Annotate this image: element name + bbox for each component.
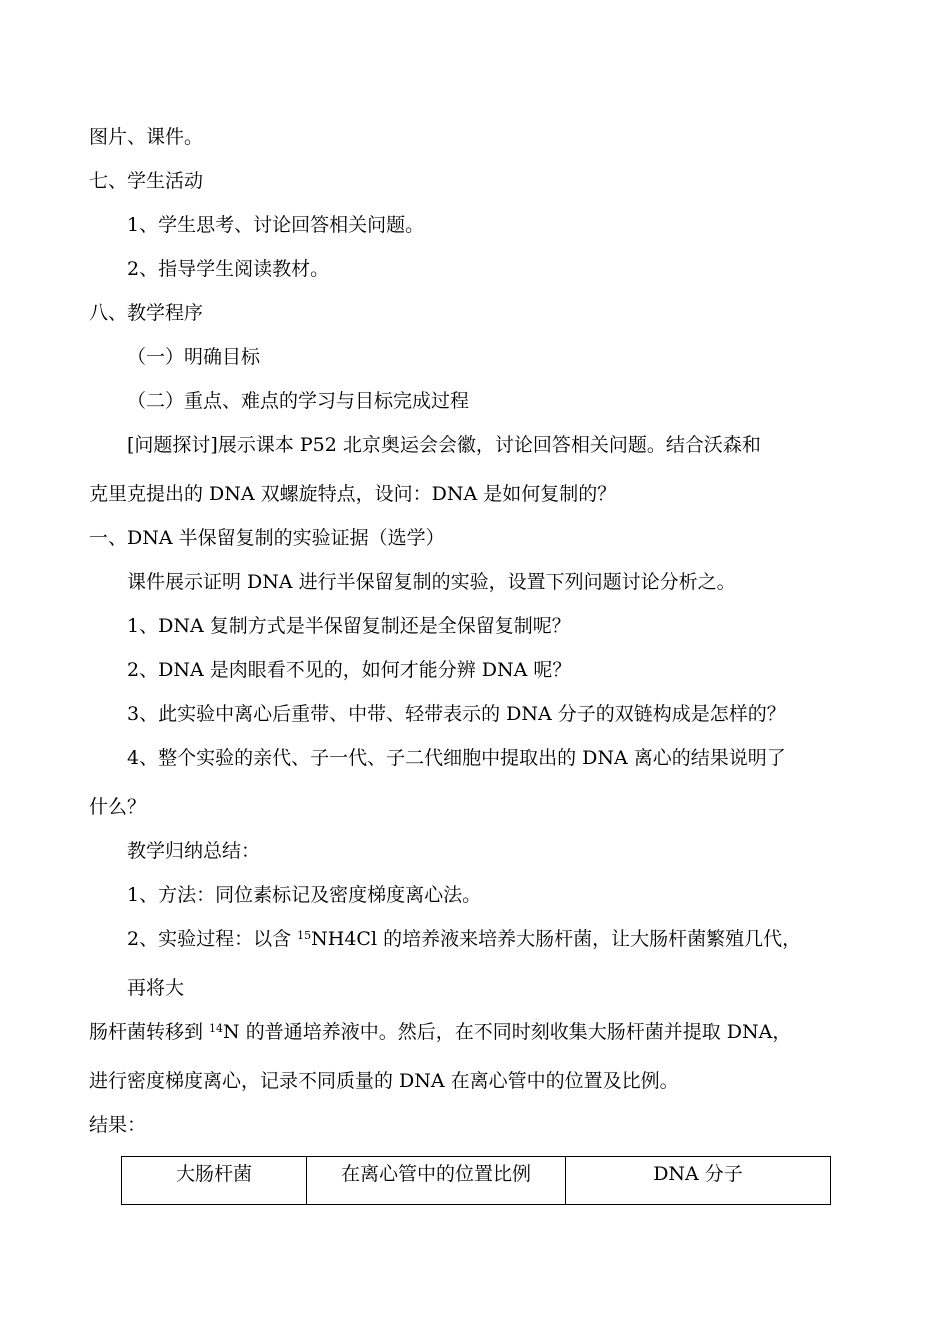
list-item: 3、此实验中离心后重带、中带、轻带表示的 DNA 分子的双链构成是怎样的？ bbox=[127, 703, 786, 725]
table-header-cell: 在离心管中的位置比例 bbox=[307, 1157, 566, 1205]
paragraph-line: 再将大 bbox=[127, 977, 185, 999]
paragraph-line: 结果： bbox=[89, 1114, 147, 1136]
table-header-cell: DNA 分子 bbox=[566, 1157, 831, 1205]
table-header-cell: 大肠杆菌 bbox=[122, 1157, 307, 1205]
list-item: 4、整个实验的亲代、子一代、子二代细胞中提取出的 DNA 离心的结果说明了 bbox=[127, 747, 786, 769]
list-item: 2、指导学生阅读教材。 bbox=[127, 258, 330, 280]
text-line: 图片、课件。 bbox=[89, 126, 204, 148]
table-header-row bbox=[122, 1157, 831, 1205]
subsection-heading: （一）明确目标 bbox=[127, 346, 261, 368]
section-heading: 八、教学程序 bbox=[89, 302, 204, 324]
result-table bbox=[121, 1156, 831, 1205]
section-heading: 七、学生活动 bbox=[89, 170, 204, 192]
text-span: NH4Cl 的培养液来培养大肠杆菌，让大肠杆菌繁殖几代， bbox=[311, 928, 802, 950]
list-item: 2、DNA 是肉眼看不见的，如何才能分辨 DNA 呢？ bbox=[127, 659, 572, 681]
text-span: 2、实验过程：以含 bbox=[127, 928, 298, 950]
paragraph-line: 课件展示证明 DNA 进行半保留复制的实验，设置下列问题讨论分析之。 bbox=[127, 571, 736, 593]
isotope-superscript: 14 bbox=[209, 1022, 224, 1035]
list-item: 1、方法：同位素标记及密度梯度离心法。 bbox=[127, 884, 482, 906]
subsection-heading: （二）重点、难点的学习与目标完成过程 bbox=[127, 390, 470, 412]
paragraph-line: 克里克提出的 DNA 双螺旋特点，设问：DNA 是如何复制的？ bbox=[89, 483, 617, 505]
paragraph-line: 进行密度梯度离心，记录不同质量的 DNA 在离心管中的位置及比例。 bbox=[89, 1070, 679, 1092]
paragraph-line: [问题探讨]展示课本 P52 北京奥运会会徽，讨论回答相关问题。结合沃森和 bbox=[127, 434, 761, 456]
list-item bbox=[127, 927, 801, 951]
isotope-superscript: 15 bbox=[297, 929, 312, 942]
text-span: N 的普通培养液中。然后，在不同时刻收集大肠杆菌并提取 DNA， bbox=[223, 1021, 792, 1043]
paragraph-line: 什么？ bbox=[89, 796, 147, 818]
list-item: 1、DNA 复制方式是半保留复制还是全保留复制呢？ bbox=[127, 615, 571, 637]
paragraph-line bbox=[89, 1020, 791, 1044]
list-item: 1、学生思考、讨论回答相关问题。 bbox=[127, 214, 425, 236]
section-heading: 一、DNA 半保留复制的实验证据（选学） bbox=[89, 527, 445, 549]
paragraph-line: 教学归纳总结： bbox=[127, 840, 261, 862]
text-span: 肠杆菌转移到 bbox=[89, 1021, 210, 1043]
